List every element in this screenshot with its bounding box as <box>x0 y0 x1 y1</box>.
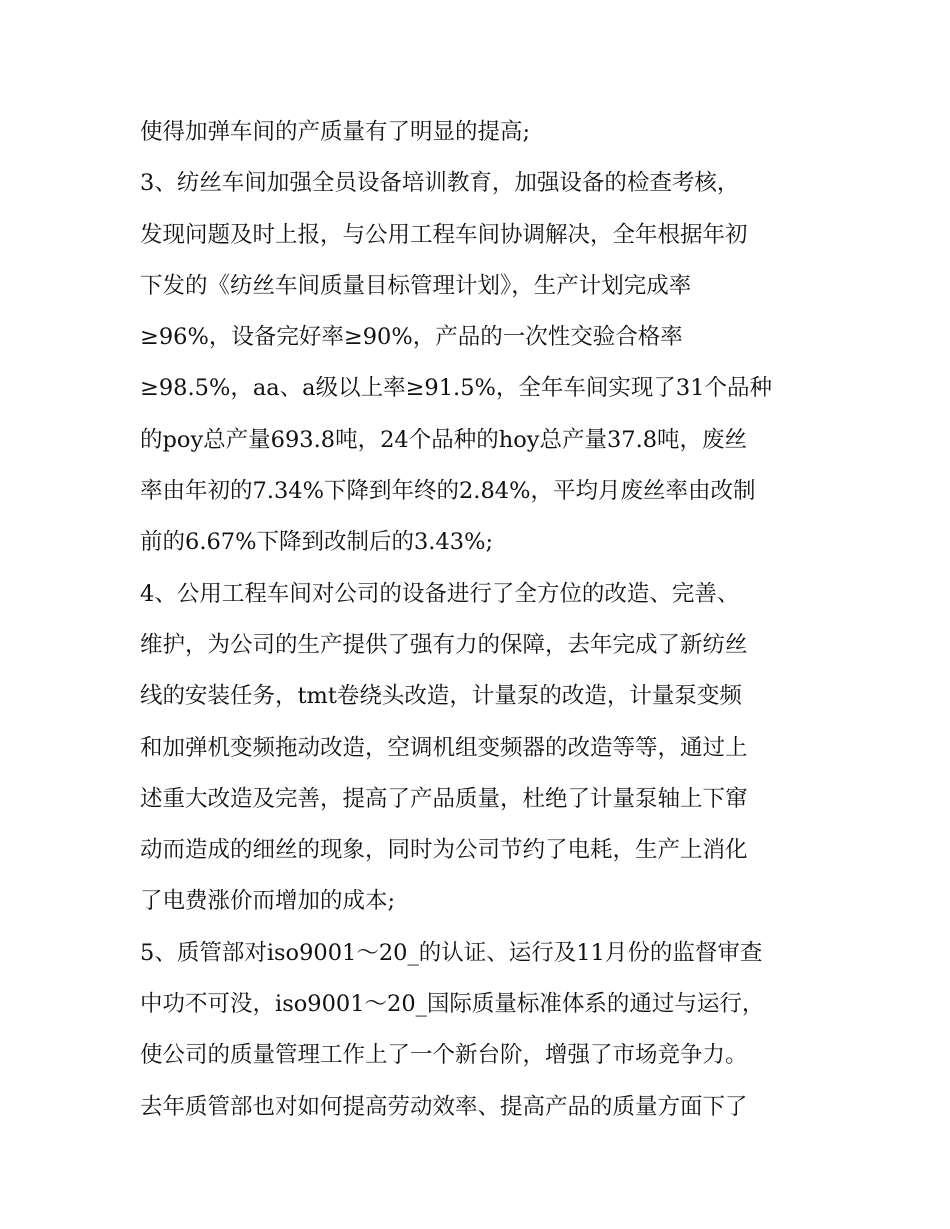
text-line: 3、纺丝车间加强全员设备培训教育，加强设备的检查考核， <box>140 170 740 197</box>
body-text <box>140 107 820 1133</box>
text-line: 动而造成的细丝的现象，同时为公司节约了电耗，生产上消化 <box>140 837 748 864</box>
text-line: 述重大改造及完善，提高了产品质量，杜绝了计量泵轴上下窜 <box>140 785 748 812</box>
text-line: 的poy总产量693.8吨，24个品种的hoy总产量37.8吨，废丝 <box>140 426 748 453</box>
text-line: 率由年初的7.34%下降到年终的2.84%，平均月废丝率由改制 <box>140 478 756 505</box>
text-line: ≥98.5%，aa、a级以上率≥91.5%，全年车间实现了31个品种 <box>140 375 773 402</box>
text-line: 中功不可没，iso9001～20_国际质量标准体系的通过与运行， <box>140 991 765 1018</box>
text-line: 5、质管部对iso9001～20_的认证、运行及11月份的监督审查 <box>140 939 763 966</box>
text-line: 使得加弹车间的产质量有了明显的提高; <box>140 119 531 145</box>
text-line: 下发的《纺丝车间质量目标管理计划》，生产计划完成率 <box>140 272 692 299</box>
text-line: 发现问题及时上报，与公用工程车间协调解决，全年根据年初 <box>140 221 748 248</box>
text-line: 使公司的质量管理工作上了一个新台阶，增强了市场竞争力。 <box>140 1042 748 1069</box>
text-line: 了电费涨价而增加的成本; <box>140 888 396 915</box>
text-line: 前的6.67%下降到改制后的3.43%; <box>140 529 494 556</box>
text-line: 和加弹机变频拖动改造，空调机组变频器的改造等等，通过上 <box>140 734 748 761</box>
text-line: 4、公用工程车间对公司的设备进行了全方位的改造、完善、 <box>140 580 740 607</box>
text-line: ≥96%，设备完好率≥90%，产品的一次性交验合格率 <box>140 324 683 351</box>
text-line: 去年质管部也对如何提高劳动效率、提高产品的质量方面下了 <box>140 1093 748 1120</box>
text-line: 线的安装任务，tmt卷绕头改造，计量泵的改造，计量泵变频 <box>140 683 742 710</box>
text-line: 维护，为公司的生产提供了强有力的保障，去年完成了新纺丝 <box>140 631 748 658</box>
